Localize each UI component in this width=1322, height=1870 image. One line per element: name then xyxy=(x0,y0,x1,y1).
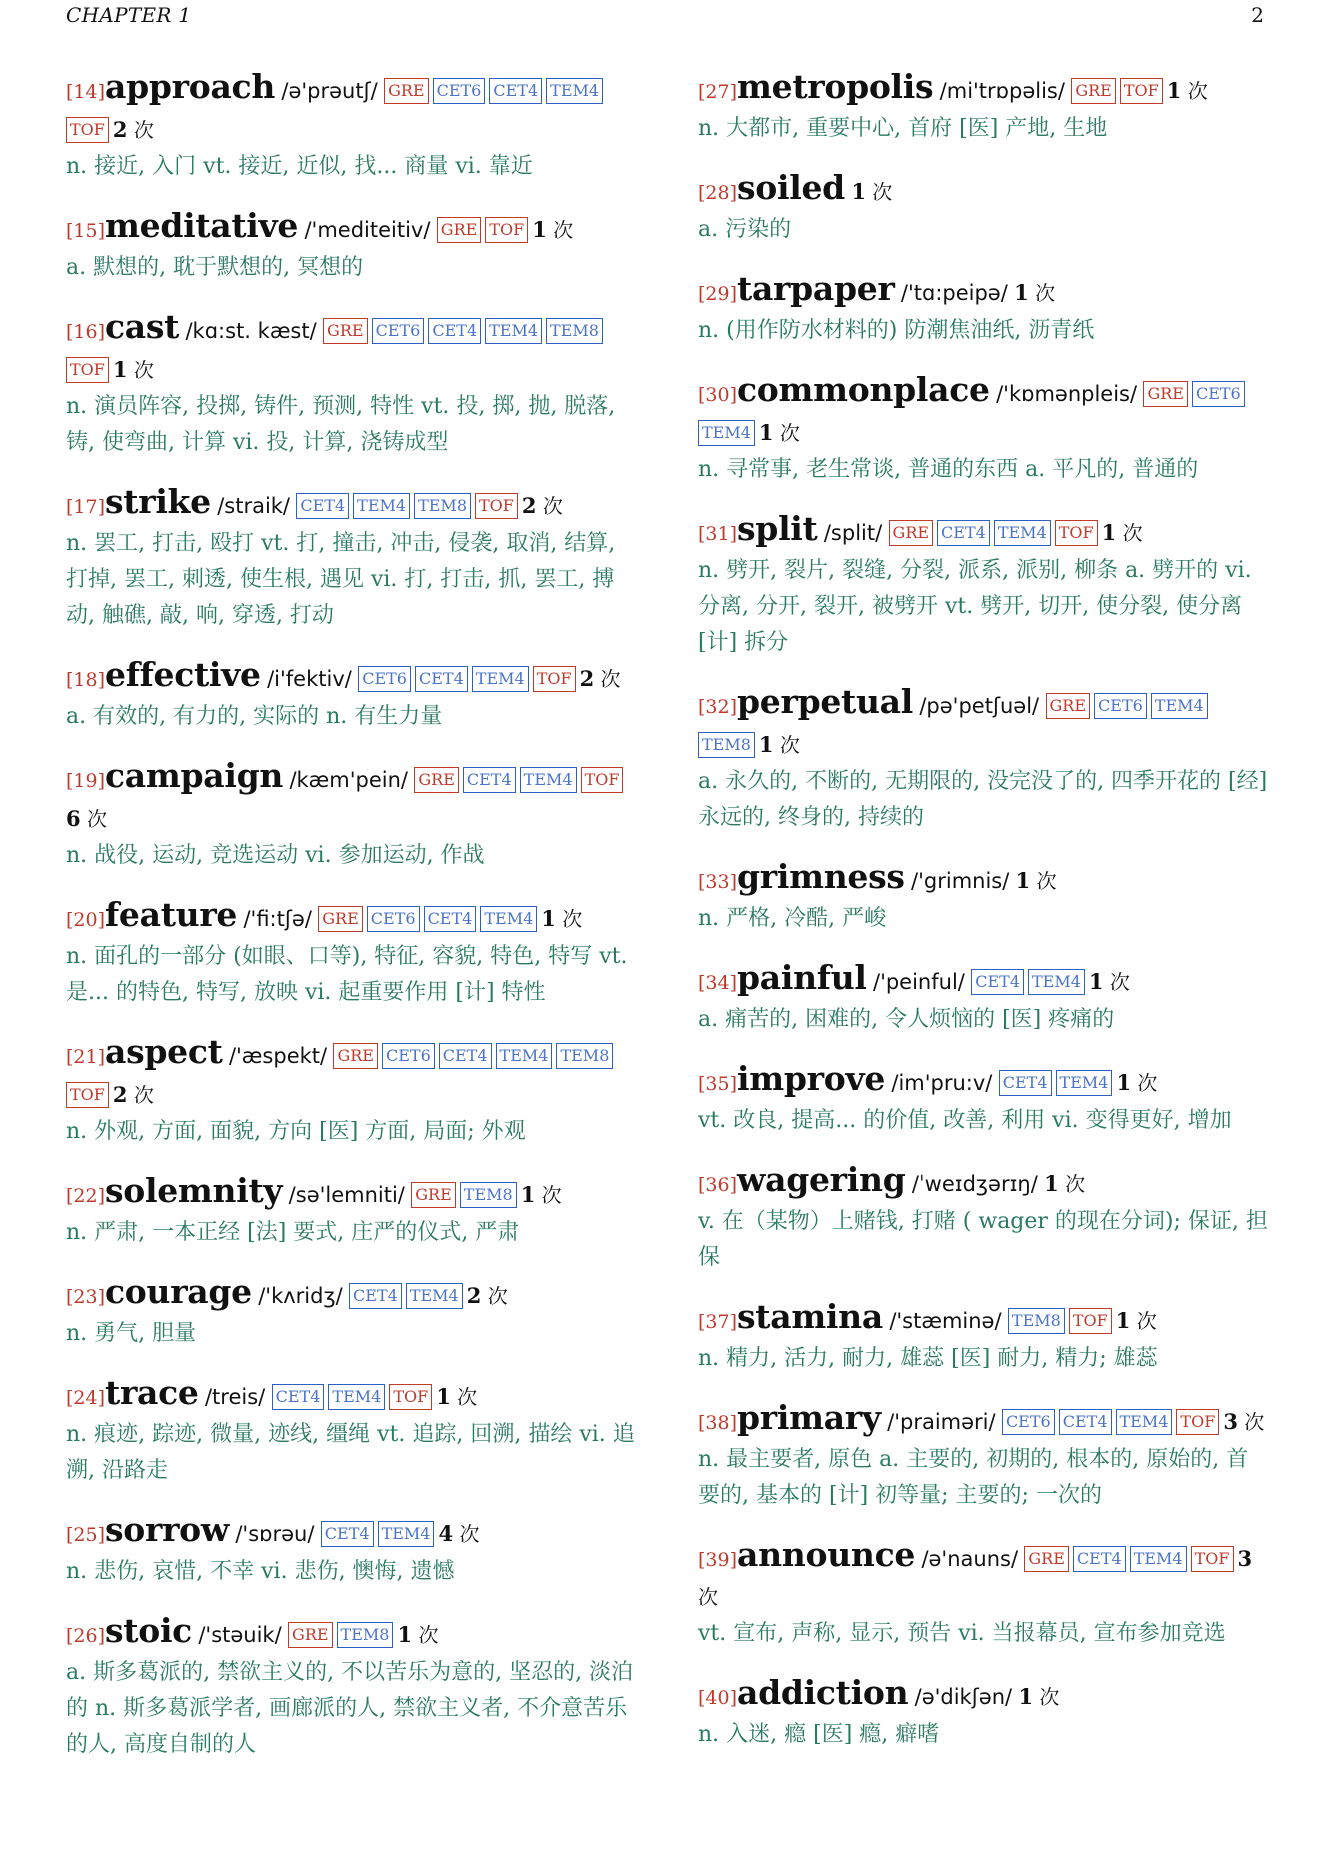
vocab-entry xyxy=(698,1298,1268,1377)
entry-number: [25] xyxy=(66,1524,106,1546)
definition: n. 痕迹, 踪迹, 微量, 迹线, 缰绳 vt. 追踪, 回溯, 描绘 vi. 追溯, 沿路走 xyxy=(66,1422,635,1483)
entry-number: [21] xyxy=(66,1046,106,1068)
exam-tag: CET6 xyxy=(433,78,486,104)
headword: campaign xyxy=(105,756,284,795)
definition: n. 精力, 活力, 耐力, 雄蕊 [医] 耐力, 精力; 雄蕊 xyxy=(698,1346,1158,1371)
exam-tag: CET6 xyxy=(1192,381,1245,407)
exam-tag: CET4 xyxy=(1073,1546,1126,1572)
entry-number: [30] xyxy=(698,384,738,406)
exam-tag: TEM8 xyxy=(546,318,603,344)
exam-tag: CET4 xyxy=(1059,1409,1112,1435)
headword: announce xyxy=(737,1535,916,1574)
exam-tag: TOF xyxy=(66,1082,109,1108)
definition: n. (用作防水材料的) 防潮焦油纸, 沥青纸 xyxy=(698,318,1095,343)
exam-tag: CET4 xyxy=(439,1043,492,1069)
headword: feature xyxy=(105,895,238,934)
frequency-count: 1 次 xyxy=(541,906,583,931)
entry-number: [24] xyxy=(66,1387,106,1409)
entry-headline xyxy=(698,959,1268,1002)
right-column xyxy=(698,68,1268,1775)
entry-headline xyxy=(698,858,1268,901)
entry-number: [33] xyxy=(698,871,738,893)
frequency-count: 1 次 xyxy=(397,1622,439,1647)
exam-tag: TEM4 xyxy=(1151,693,1208,719)
headword: soiled xyxy=(737,168,845,207)
frequency-count: 3 次 xyxy=(698,1546,1253,1609)
exam-tag: TEM4 xyxy=(1056,1070,1113,1096)
headword: grimness xyxy=(737,857,905,896)
vocab-entry xyxy=(698,1060,1268,1139)
phonetic: /'grimnis/ xyxy=(911,869,1010,893)
page-number: 2 xyxy=(1251,3,1264,27)
vocab-entry xyxy=(698,1161,1268,1276)
frequency-count: 3 次 xyxy=(1223,1409,1265,1434)
exam-tag: TEM4 xyxy=(496,1043,553,1069)
vocab-entry xyxy=(66,483,641,634)
entry-headline xyxy=(698,1674,1268,1717)
exam-tag: TEM8 xyxy=(1008,1308,1065,1334)
vocab-entry xyxy=(66,1033,641,1150)
entry-headline xyxy=(698,169,1268,212)
headword: tarpaper xyxy=(737,269,895,308)
headword: split xyxy=(737,509,818,548)
exam-tag: CET6 xyxy=(1002,1409,1055,1435)
definition: n. 寻常事, 老生常谈, 普通的东西 a. 平凡的, 普通的 xyxy=(698,457,1199,482)
phonetic: /ə'nauns/ xyxy=(921,1547,1019,1571)
headword: improve xyxy=(737,1059,886,1098)
definition: n. 战役, 运动, 竞选运动 vi. 参加运动, 作战 xyxy=(66,843,485,868)
entry-headline xyxy=(698,1161,1268,1204)
phonetic: /'æspekt/ xyxy=(228,1044,328,1068)
phonetic: /'kɒmənpleis/ xyxy=(996,382,1138,406)
exam-tag: CET6 xyxy=(372,318,425,344)
frequency-count: 1 次 xyxy=(520,1182,562,1207)
entry-headline xyxy=(66,68,641,149)
definition: n. 罢工, 打击, 殴打 vt. 打, 撞击, 冲击, 侵袭, 取消, 结算, 打掉, 罢工, 刺透, 使生根, 遇见 vi. 打, 打击, 抓, 罢工, 搏动, 触礁, 敲, 响, 穿透, 打动 xyxy=(66,531,616,628)
phonetic: /'mediteitiv/ xyxy=(304,218,431,242)
headword: solemnity xyxy=(105,1171,283,1210)
phonetic: /split/ xyxy=(823,521,883,545)
phonetic: /'stæminə/ xyxy=(889,1309,1002,1333)
exam-tag: GRE xyxy=(1024,1546,1069,1572)
exam-tag: TEM4 xyxy=(472,666,529,692)
phonetic: /ˈweɪdʒərɪŋ/ xyxy=(911,1172,1038,1196)
frequency-count: 1 次 xyxy=(436,1384,478,1409)
exam-tag: CET4 xyxy=(349,1283,402,1309)
entry-headline xyxy=(66,1033,641,1114)
entry-headline xyxy=(698,1298,1268,1341)
headword: painful xyxy=(737,958,867,997)
headword: wagering xyxy=(737,1160,906,1199)
exam-tag: TEM4 xyxy=(406,1283,463,1309)
exam-tag: TEM4 xyxy=(546,78,603,104)
phonetic: /im'pru:v/ xyxy=(891,1071,993,1095)
exam-tag: TEM4 xyxy=(520,767,577,793)
entry-headline xyxy=(698,371,1268,452)
frequency-count: 6 次 xyxy=(66,806,107,831)
phonetic: /'stəuik/ xyxy=(198,1623,282,1647)
definition: n. 严肃, 一本正经 [法] 要式, 庄严的仪式, 严肃 xyxy=(66,1220,520,1245)
entry-number: [38] xyxy=(698,1412,738,1434)
frequency-count: 2 次 xyxy=(112,117,154,142)
vocab-entry xyxy=(698,1536,1268,1652)
entry-number: [34] xyxy=(698,972,738,994)
entry-number: [32] xyxy=(698,696,738,718)
entry-headline xyxy=(66,1172,641,1215)
exam-tag: GRE xyxy=(288,1622,333,1648)
entry-number: [26] xyxy=(66,1625,106,1647)
definition: n. 接近, 入门 vt. 接近, 近似, 找... 商量 vi. 靠近 xyxy=(66,154,533,179)
definition: n. 悲伤, 哀惜, 不幸 vi. 悲伤, 懊悔, 遗憾 xyxy=(66,1559,455,1584)
entry-number: [40] xyxy=(698,1687,738,1709)
entry-number: [29] xyxy=(698,283,738,305)
exam-tag: TOF xyxy=(1055,520,1098,546)
phonetic: /'fi:tʃə/ xyxy=(243,907,312,931)
exam-tag: TEM8 xyxy=(337,1622,394,1648)
frequency-count: 1 次 xyxy=(1115,1308,1157,1333)
exam-tag: TOF xyxy=(475,493,518,519)
vocab-entry xyxy=(66,656,641,735)
frequency-count: 1 次 xyxy=(851,179,893,204)
exam-tag: GRE xyxy=(1143,381,1188,407)
vocab-entry xyxy=(66,896,641,1011)
exam-tag: TOF xyxy=(1069,1308,1112,1334)
headword: strike xyxy=(105,482,211,521)
exam-tag: GRE xyxy=(1071,78,1116,104)
vocab-entry xyxy=(66,1612,641,1763)
phonetic: /treis/ xyxy=(204,1385,266,1409)
vocab-entry xyxy=(698,959,1268,1038)
entry-headline xyxy=(698,1060,1268,1103)
entry-headline xyxy=(66,656,641,699)
entry-headline xyxy=(698,683,1268,764)
phonetic: /pə'petʃuəl/ xyxy=(919,694,1040,718)
vocab-entry xyxy=(698,858,1268,937)
frequency-count: 1 次 xyxy=(532,217,574,242)
frequency-count: 1 次 xyxy=(1044,1171,1086,1196)
entry-number: [35] xyxy=(698,1073,738,1095)
exam-tag: CET6 xyxy=(1094,693,1147,719)
vocab-entry xyxy=(698,169,1268,248)
exam-tag: TEM4 xyxy=(328,1384,385,1410)
vocab-entry xyxy=(698,371,1268,488)
exam-tag: CET6 xyxy=(382,1043,435,1069)
definition: n. 面孔的一部分 (如眼、口等), 特征, 容貌, 特色, 特写 vt. 是... 的特色, 特写, 放映 vi. 起重要作用 [计] 特性 xyxy=(66,944,628,1005)
entry-number: [23] xyxy=(66,1286,106,1308)
definition: n. 严格, 冷酷, 严峻 xyxy=(698,906,887,931)
frequency-count: 1 次 xyxy=(1101,520,1143,545)
frequency-count: 1 次 xyxy=(1014,280,1056,305)
exam-tag: TEM8 xyxy=(414,493,471,519)
exam-tag: TEM4 xyxy=(378,1521,435,1547)
vocab-entry xyxy=(698,683,1268,836)
frequency-count: 2 次 xyxy=(112,1082,154,1107)
entry-number: [15] xyxy=(66,220,106,242)
frequency-count: 1 次 xyxy=(1116,1070,1158,1095)
frequency-count: 1 次 xyxy=(758,420,800,445)
phonetic: /straik/ xyxy=(217,494,291,518)
exam-tag: TOF xyxy=(1176,1409,1219,1435)
vocab-entry xyxy=(66,1273,641,1352)
exam-tag: TOF xyxy=(66,117,109,143)
headword: approach xyxy=(105,67,276,106)
entry-number: [27] xyxy=(698,81,738,103)
definition: a. 永久的, 不断的, 无期限的, 没完没了的, 四季开花的 [经] 永远的, 终身的, 持续的 xyxy=(698,769,1268,830)
exam-tag: CET4 xyxy=(937,520,990,546)
exam-tag: TEM8 xyxy=(698,732,755,758)
frequency-count: 1 次 xyxy=(1166,78,1208,103)
phonetic: /'kʌridʒ/ xyxy=(258,1284,343,1308)
frequency-count: 1 次 xyxy=(1015,868,1057,893)
headword: meditative xyxy=(105,206,299,245)
entry-number: [18] xyxy=(66,669,106,691)
headword: perpetual xyxy=(737,682,913,721)
exam-tag: TOF xyxy=(1191,1546,1234,1572)
headword: trace xyxy=(105,1373,199,1412)
entry-number: [20] xyxy=(66,909,106,931)
entry-number: [14] xyxy=(66,81,106,103)
entry-headline xyxy=(66,1273,641,1316)
headword: sorrow xyxy=(105,1510,229,1549)
exam-tag: CET4 xyxy=(424,906,477,932)
left-column xyxy=(66,68,641,1785)
headword: commonplace xyxy=(737,370,990,409)
exam-tag: CET4 xyxy=(296,493,349,519)
vocab-entry xyxy=(66,308,641,461)
exam-tag: GRE xyxy=(384,78,429,104)
exam-tag: GRE xyxy=(414,767,459,793)
exam-tag: TEM4 xyxy=(994,520,1051,546)
frequency-count: 2 次 xyxy=(579,666,621,691)
exam-tag: TEM4 xyxy=(698,420,755,446)
exam-tag: TEM8 xyxy=(460,1182,517,1208)
exam-tag: TEM4 xyxy=(1028,969,1085,995)
entry-number: [16] xyxy=(66,321,106,343)
exam-tag: TOF xyxy=(581,767,624,793)
entry-number: [36] xyxy=(698,1174,738,1196)
definition: n. 大都市, 重要中心, 首府 [医] 产地, 生地 xyxy=(698,116,1108,141)
entry-headline xyxy=(698,68,1268,111)
definition: vt. 宣布, 声称, 显示, 预告 vi. 当报幕员, 宣布参加竞选 xyxy=(698,1621,1226,1646)
exam-tag: TOF xyxy=(66,357,109,383)
exam-tag: CET4 xyxy=(321,1521,374,1547)
headword: cast xyxy=(105,307,180,346)
frequency-count: 2 次 xyxy=(466,1283,508,1308)
vocab-entry xyxy=(698,270,1268,349)
definition: n. 劈开, 裂片, 裂缝, 分裂, 派系, 派别, 柳条 a. 劈开的 vi. 分离, 分开, 裂开, 被劈开 vt. 劈开, 切开, 使分裂, 使分离 [计] 拆分 xyxy=(698,558,1252,655)
entry-headline xyxy=(66,1612,641,1655)
exam-tag: GRE xyxy=(323,318,368,344)
definition: v. 在（某物）上赌钱, 打赌 ( wager 的现在分词); 保证, 担保 xyxy=(698,1209,1268,1270)
headword: addiction xyxy=(737,1673,909,1712)
definition: a. 污染的 xyxy=(698,217,792,242)
entry-number: [39] xyxy=(698,1549,738,1571)
phonetic: /ə'dikʃən/ xyxy=(914,1685,1013,1709)
exam-tag: TOF xyxy=(485,217,528,243)
entry-headline xyxy=(66,308,641,389)
vocab-entry xyxy=(66,68,641,185)
exam-tag: TEM8 xyxy=(556,1043,613,1069)
exam-tag: CET4 xyxy=(971,969,1024,995)
entry-headline xyxy=(66,1374,641,1417)
chapter-title: CHAPTER 1 xyxy=(66,3,192,27)
definition: a. 默想的, 耽于默想的, 冥想的 xyxy=(66,255,364,280)
exam-tag: CET4 xyxy=(463,767,516,793)
entry-headline xyxy=(698,510,1268,553)
entry-headline xyxy=(698,1399,1268,1442)
definition: n. 勇气, 胆量 xyxy=(66,1321,197,1346)
definition: vt. 改良, 提高... 的价值, 改善, 利用 vi. 变得更好, 增加 xyxy=(698,1108,1232,1133)
exam-tag: TEM4 xyxy=(480,906,537,932)
headword: effective xyxy=(105,655,261,694)
headword: stoic xyxy=(105,1611,192,1650)
phonetic: /ə'prəutʃ/ xyxy=(281,79,378,103)
headword: stamina xyxy=(737,1297,883,1336)
vocab-entry xyxy=(66,1374,641,1489)
frequency-count: 4 次 xyxy=(438,1521,480,1546)
entry-headline xyxy=(66,483,641,526)
entry-headline xyxy=(66,757,641,838)
frequency-count: 1 次 xyxy=(758,732,800,757)
entry-headline xyxy=(698,1536,1268,1616)
exam-tag: CET4 xyxy=(415,666,468,692)
phonetic: /kæm'pein/ xyxy=(289,768,408,792)
exam-tag: TOF xyxy=(389,1384,432,1410)
phonetic: /sə'lemniti/ xyxy=(288,1183,405,1207)
vocab-entry xyxy=(66,207,641,286)
exam-tag: GRE xyxy=(437,217,482,243)
vocab-entry xyxy=(66,1511,641,1590)
frequency-count: 1 次 xyxy=(1088,969,1130,994)
phonetic: /mi'trɒpəlis/ xyxy=(939,79,1065,103)
definition: n. 最主要者, 原色 a. 主要的, 初期的, 根本的, 原始的, 首要的, 基本的 [计] 初等量; 主要的; 一次的 xyxy=(698,1447,1249,1508)
phonetic: /i'fektiv/ xyxy=(267,667,352,691)
headword: metropolis xyxy=(737,67,934,106)
exam-tag: CET4 xyxy=(999,1070,1052,1096)
phonetic: /kɑ:st. kæst/ xyxy=(185,319,317,343)
exam-tag: TEM4 xyxy=(353,493,410,519)
vocab-entry xyxy=(698,68,1268,147)
frequency-count: 1 次 xyxy=(112,357,154,382)
exam-tag: CET4 xyxy=(428,318,481,344)
entry-number: [31] xyxy=(698,523,738,545)
definition: n. 演员阵容, 投掷, 铸件, 预测, 特性 vt. 投, 掷, 抛, 脱落, 铸, 使弯曲, 计算 vi. 投, 计算, 浇铸成型 xyxy=(66,394,616,455)
exam-tag: CET4 xyxy=(489,78,542,104)
entry-number: [17] xyxy=(66,496,106,518)
exam-tag: CET4 xyxy=(272,1384,325,1410)
entry-headline xyxy=(66,1511,641,1554)
entry-number: [19] xyxy=(66,770,106,792)
frequency-count: 2 次 xyxy=(521,493,563,518)
phonetic: /'sɒrəu/ xyxy=(235,1522,315,1546)
entry-number: [37] xyxy=(698,1311,738,1333)
vocab-entry xyxy=(698,510,1268,661)
headword: courage xyxy=(105,1272,252,1311)
exam-tag: TOF xyxy=(533,666,576,692)
phonetic: /'peinful/ xyxy=(873,970,965,994)
definition: a. 痛苦的, 困难的, 令人烦恼的 [医] 疼痛的 xyxy=(698,1007,1115,1032)
exam-tag: TEM4 xyxy=(1116,1409,1173,1435)
exam-tag: GRE xyxy=(889,520,934,546)
headword: primary xyxy=(737,1398,881,1437)
definition: a. 有效的, 有力的, 实际的 n. 有生力量 xyxy=(66,704,443,729)
exam-tag: TEM4 xyxy=(1130,1546,1187,1572)
vocab-entry xyxy=(698,1399,1268,1514)
vocab-entry xyxy=(66,757,641,874)
phonetic: /'praiməri/ xyxy=(887,1410,996,1434)
exam-tag: GRE xyxy=(411,1182,456,1208)
exam-tag: TOF xyxy=(1120,78,1163,104)
entry-headline xyxy=(66,207,641,250)
vocab-entry xyxy=(698,1674,1268,1753)
definition: n. 入迷, 瘾 [医] 瘾, 癖嗜 xyxy=(698,1722,940,1747)
phonetic: /'tɑ:peipə/ xyxy=(900,281,1008,305)
vocab-entry xyxy=(66,1172,641,1251)
entry-number: [22] xyxy=(66,1185,106,1207)
entry-headline xyxy=(698,270,1268,313)
exam-tag: GRE xyxy=(318,906,363,932)
exam-tag: GRE xyxy=(1046,693,1091,719)
headword: aspect xyxy=(105,1032,223,1071)
page-header xyxy=(66,2,1264,28)
entry-number: [28] xyxy=(698,182,738,204)
exam-tag: TEM4 xyxy=(485,318,542,344)
exam-tag: CET6 xyxy=(367,906,420,932)
exam-tag: GRE xyxy=(333,1043,378,1069)
entry-headline xyxy=(66,896,641,939)
exam-tag: CET6 xyxy=(358,666,411,692)
frequency-count: 1 次 xyxy=(1018,1684,1060,1709)
definition: a. 斯多葛派的, 禁欲主义的, 不以苦乐为意的, 坚忍的, 淡泊的 n. 斯多葛派学者, 画廊派的人, 禁欲主义者, 不介意苦乐的人, 高度自制的人 xyxy=(66,1660,634,1757)
definition: n. 外观, 方面, 面貌, 方向 [医] 方面, 局面; 外观 xyxy=(66,1119,526,1144)
